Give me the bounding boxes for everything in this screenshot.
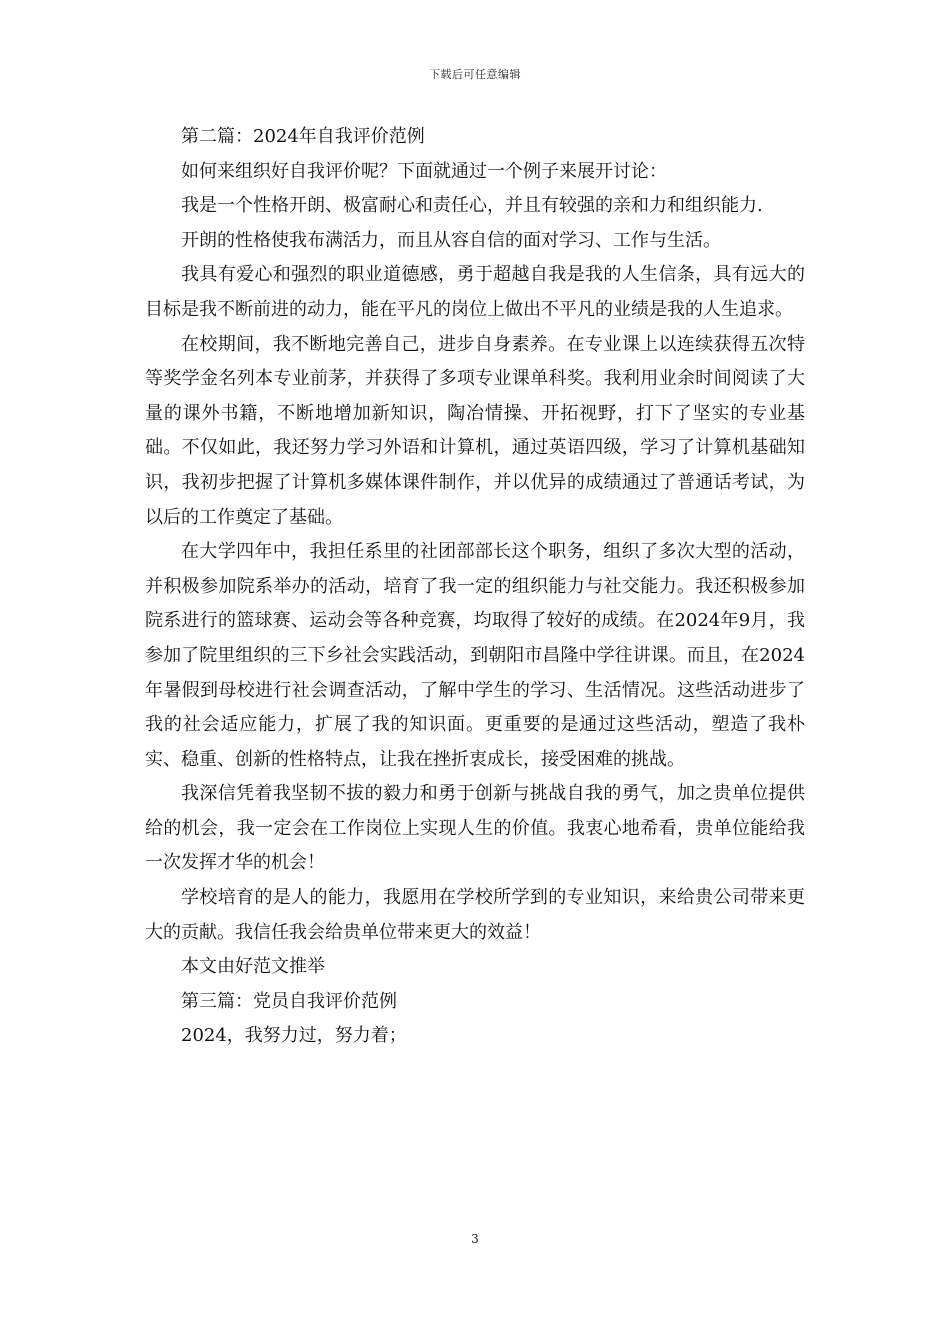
heading-part-three: 第三篇：党员自我评价范例 — [181, 990, 397, 1012]
paragraph-effort: 2024，我努力过，努力着； — [181, 1025, 407, 1047]
page-number: 3 — [471, 1232, 479, 1246]
paragraph-school: 在校期间，我不断地完善自己，进步自身素养。在专业课上以连续获得五次特等奖学金名列本专业前茅，并获得了多项专业课单科奖。我利用业余时间阅读了大量的课外书籍，不断地增加新知识，陶冶情操、开拓视野，打下了坚实的专业基础。不仅如此，我还努力学习外语和计算机，通过英语四级，学习了计算机基础知识，我初步把握了计算机多媒体课件制作，并以优异的成绩通过了普通话考试，为以后的工作奠定了基础。 — [145, 333, 805, 528]
page-header: 下载后可任意编辑 — [429, 68, 521, 81]
paragraph-personality: 我是一个性格开朗、极富耐心和责任心，并且有较强的亲和力和组织能力. — [181, 195, 763, 217]
paragraph-ethics: 我具有爱心和强烈的职业道德感，勇于超越自我是我的人生信条，具有远大的目标是我不断前进的动力，能在平凡的岗位上做出不平凡的业绩是我的人生追求。 — [145, 264, 805, 320]
paragraph-recommendation: 本文由好范文推举 — [181, 956, 325, 978]
paragraph-confidence: 我深信凭着我坚韧不拔的毅力和勇于创新与挑战自我的勇气，加之贵单位提供给的机会，我一定会在工作岗位上实现人生的价值。我衷心地希看，贵单位能给我一次发挥才华的机会！ — [145, 783, 805, 874]
paragraph-cheerful: 开朗的性格使我布满活力，而且从容自信的面对学习、工作与生活。 — [181, 229, 721, 251]
heading-part-two: 第二篇：2024年自我评价范例 — [181, 126, 425, 147]
paragraph-contribution: 学校培育的是人的能力，我愿用在学校所学到的专业知识，来给贵公司带来更大的贡献。我信任我会给贵单位带来更大的效益！ — [145, 887, 805, 943]
paragraph-university: 在大学四年中，我担任系里的社团部部长这个职务，组织了多次大型的活动，并积极参加院系举办的活动，培育了我一定的组织能力与社交能力。我还积极参加院系进行的篮球赛、运动会等各种竞赛，均取得了较好的成绩。在2024年9月，我参加了院里组织的三下乡社会实践活动，到朝阳市昌隆中学往讲课。而且，在2024年暑假到母校进行社会调查活动，了解中学生的学习、生活情况。这些活动进步了我的社会适应能力，扩展了我的知识面。更重要的是通过这些活动，塑造了我朴实、稳重、创新的性格特点，让我在挫折衷成长，接受困难的挑战。 — [145, 541, 805, 770]
paragraph-intro: 如何来组织好自我评价呢？下面就通过一个例子来展开讨论： — [181, 160, 667, 182]
document-body — [145, 120, 805, 1054]
